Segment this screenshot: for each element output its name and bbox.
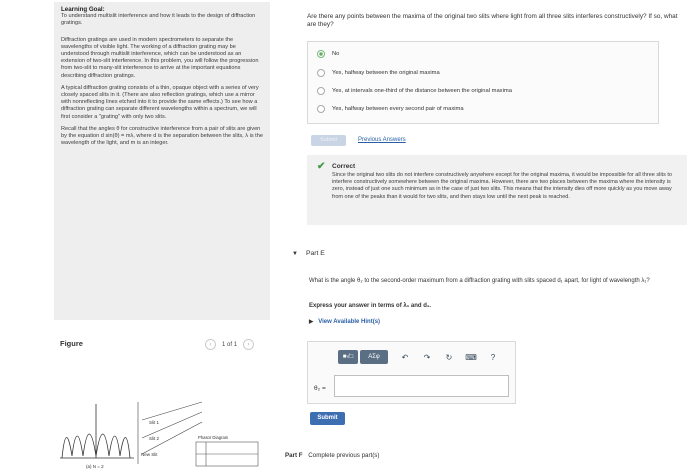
option-every-second[interactable] bbox=[317, 105, 464, 113]
undo-icon[interactable]: ↶ bbox=[401, 352, 409, 362]
radio-selected[interactable] bbox=[317, 50, 325, 58]
next-figure-icon[interactable]: › bbox=[243, 339, 254, 350]
learning-goal-paragraph: Diffraction gratings are used in modern spectrometers to separate the wavelengths of visible light. The working of a diffraction grating may be understood through multislit interference, which can be understood as an extension of two-slit interference. In this problem, you will follow the progression from two-slit to many-slit interference to arrive at the important equations describing diffraction gratings. bbox=[61, 36, 259, 79]
slit1-label: Slit 1 bbox=[149, 420, 160, 425]
feedback-title: Correct bbox=[332, 163, 356, 170]
part-e-header[interactable] bbox=[292, 250, 325, 257]
option-label: Yes, halfway between every second pair of maxima bbox=[332, 106, 464, 112]
learning-goal-intro: To understand multislit interference and how it leads to the design of diffraction gratings. bbox=[61, 13, 256, 27]
n2-label: (a) N = 2 bbox=[86, 464, 104, 469]
option-no[interactable] bbox=[317, 50, 339, 58]
feedback-text: Since the original two slits do not interfere constructively anywhere except for the original maxima, it would be impossible for all three slits to interfere constructively somewhere between the original maxima. However, there are two places between the maxima where the intensity is zero, instead of just one such minimum as in the case of just two slits. This means that the intensity dies off more quickly as you move away from one of the peaks than it would for two slits, and then stays low until the next peak is reached. bbox=[332, 172, 672, 200]
keyboard-icon[interactable]: ⌨ bbox=[465, 352, 477, 362]
feedback-box bbox=[307, 155, 687, 225]
answer-label: θ₂ = bbox=[314, 385, 326, 392]
phasor-diagram bbox=[196, 442, 258, 466]
answer-options bbox=[307, 41, 659, 124]
caret-right-icon: ▶ bbox=[309, 319, 314, 325]
learning-goal-paragraph: A typical diffraction grating consists of a thin, opaque object with a series of very closely spaced slits in it. (There are also reflection gratings, which use a mirror with nonreflecting lines etched into it to provide the same effects.) To see how a diffraction grating can separate different wavelengths within a spectrum, we will first consider a "grating" with only two slits. bbox=[61, 84, 259, 120]
learning-goal-title: Learning Goal: bbox=[61, 6, 105, 13]
new-slit-label: New Slit bbox=[141, 452, 158, 457]
part-f-row bbox=[285, 452, 379, 459]
figure-pager bbox=[205, 339, 254, 350]
phasor-label: Phasor Diagram bbox=[198, 435, 229, 440]
view-hints-link[interactable] bbox=[309, 319, 380, 325]
figure-diagram[interactable] bbox=[56, 398, 266, 472]
answer-input[interactable] bbox=[334, 375, 509, 397]
math-toolbar bbox=[338, 350, 500, 364]
part-d-question: Are there any points between the maxima of the original two slits where light from all three slits interferes constructively? If so, what are they? bbox=[307, 13, 678, 29]
reset-icon[interactable]: ↻ bbox=[445, 352, 453, 362]
templates-button[interactable]: ■√□ bbox=[338, 350, 358, 364]
hints-label: View Available Hint(s) bbox=[318, 319, 381, 325]
help-icon[interactable]: ? bbox=[490, 352, 496, 362]
prev-figure-icon[interactable]: ‹ bbox=[205, 339, 216, 350]
checkmark-icon: ✔ bbox=[317, 161, 326, 172]
part-e-submit-button[interactable]: Submit bbox=[310, 412, 345, 425]
symbols-button[interactable]: ΑΣφ bbox=[360, 350, 388, 364]
figure-page-number: 1 of 1 bbox=[222, 341, 238, 348]
part-f-status: Complete previous part(s) bbox=[308, 452, 380, 459]
express-instruction: Express your answer in terms of λ₁ and d₁. bbox=[309, 303, 432, 309]
slit2-label: Slit 2 bbox=[149, 436, 160, 441]
radio[interactable] bbox=[317, 105, 325, 113]
option-label: Yes, at intervals one-third of the distance between the original maxima bbox=[332, 88, 512, 94]
learning-goal-paragraph: Recall that the angles θ for constructive interference from a pair of slits are given by the equation d sin(θ) = mλ, where d is the separation between the slits, λ is the wavelength of the light, and m is an integer. bbox=[61, 125, 263, 147]
previous-answers-link[interactable]: Previous Answers bbox=[358, 137, 406, 143]
learning-goal-panel bbox=[54, 2, 270, 320]
radio[interactable] bbox=[317, 87, 325, 95]
part-e-title: Part E bbox=[305, 250, 325, 257]
intensity-pattern bbox=[60, 404, 134, 458]
radio[interactable] bbox=[317, 69, 325, 77]
figure-label: Figure bbox=[60, 339, 83, 348]
caret-down-icon: ▼ bbox=[292, 250, 298, 257]
option-one-third[interactable] bbox=[317, 87, 512, 95]
part-e-question: What is the angle θ₂ to the second-order maximum from a diffraction grating with slits spaced d₁ apart, for light of wavelength λ₁? bbox=[309, 278, 650, 284]
redo-icon[interactable]: ↷ bbox=[423, 352, 431, 362]
option-halfway[interactable] bbox=[317, 69, 440, 77]
option-label: Yes, halfway between the original maxima bbox=[332, 70, 440, 76]
option-label: No bbox=[332, 51, 340, 57]
part-d-submit-button[interactable]: Submit bbox=[311, 135, 346, 146]
part-f-title: Part F bbox=[285, 452, 303, 459]
answer-panel bbox=[307, 341, 516, 404]
